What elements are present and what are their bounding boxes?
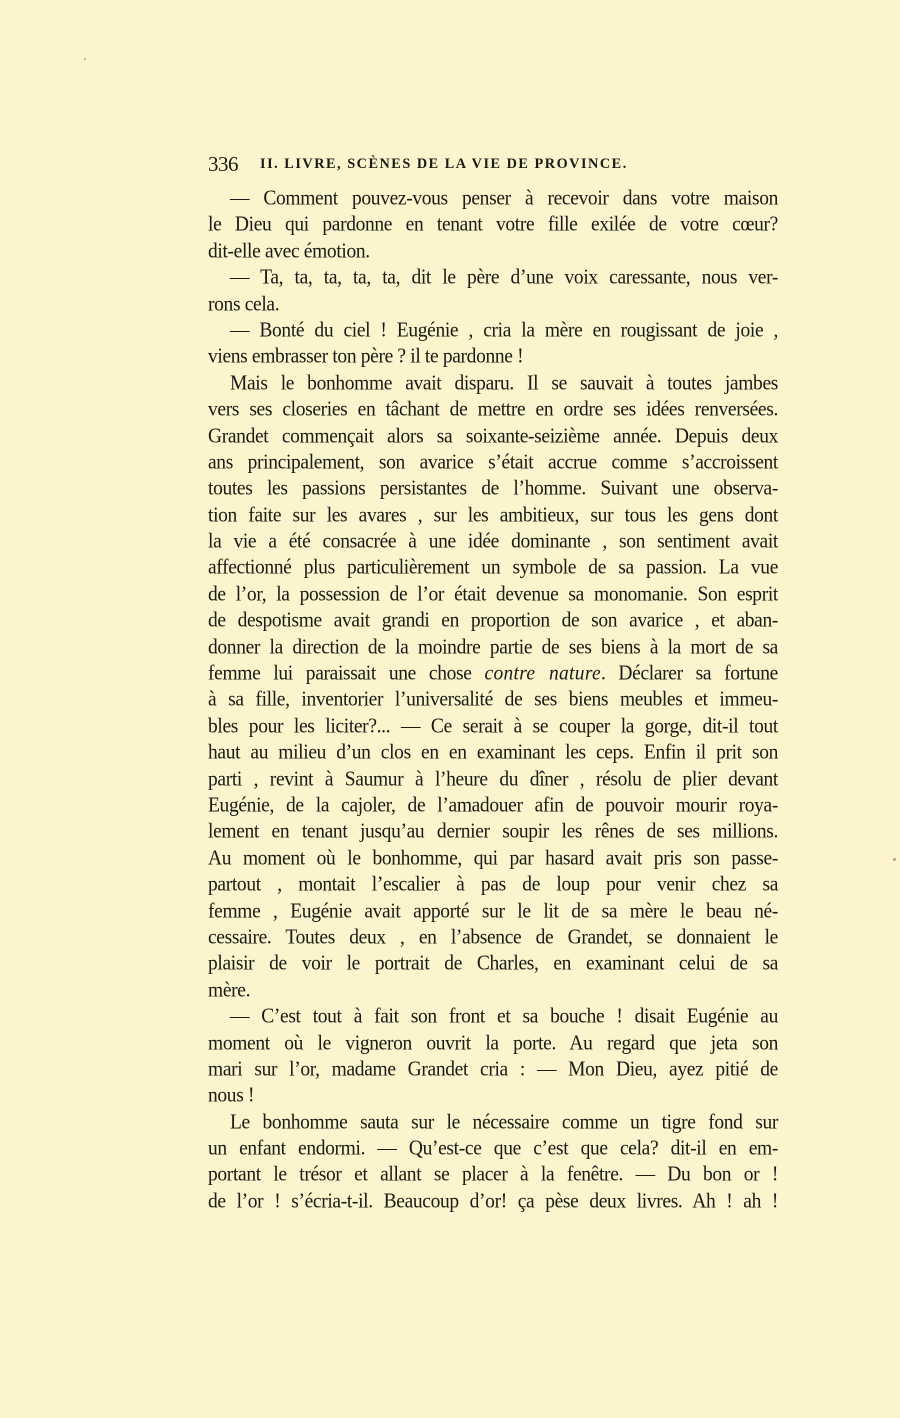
- text-line: [208, 871, 778, 900]
- text-line: [208, 370, 778, 399]
- text-line: [208, 924, 778, 953]
- text-line: [208, 1135, 778, 1164]
- line-text: de l’or ! s’écria-t-il. Beaucoup d’or! ça pèse deux livres. Ah ! ah !: [208, 1189, 778, 1213]
- line-text: — Bonté du ciel ! Eugénie , cria la mère en rougissant de joie ,: [230, 319, 778, 342]
- line-text: tion faite sur les avares , sur les ambitieux, sur tous les gens dont: [208, 503, 778, 527]
- line-text: . Déclarer sa fortune: [600, 662, 778, 685]
- text-line: [208, 818, 778, 847]
- paper-speck: [84, 58, 86, 60]
- line-text: — C’est tout à fait son front et sa bouche ! disait Eugénie au: [230, 1005, 778, 1028]
- line-text: — Ta, ta, ta, ta, ta, dit le père d’une voix caressante, nous ver-: [230, 266, 778, 289]
- line-text: haut au milieu d’un clos en en examinant les ceps. Enfin il prit son: [208, 741, 778, 764]
- line-text: Grandet commençait alors sa soixante-seizième année. Depuis deux: [208, 424, 778, 448]
- text-line: [208, 528, 778, 557]
- line-text: plaisir de voir le portrait de Charles, en examinant celui de sa: [208, 952, 778, 976]
- line-text: moment où le vigneron ouvrit la porte. Au regard que jeta son: [208, 1031, 778, 1055]
- text-line: [208, 422, 778, 451]
- text-line: [208, 845, 778, 874]
- line-text: vers ses closeries en tâchant de mettre en ordre ses idées renversées.: [208, 398, 778, 421]
- text-line: [208, 185, 778, 214]
- line-text: femme , Eugénie avait apporté sur le lit de sa mère le beau né-: [208, 899, 778, 923]
- line-text: parti , revint à Saumur à l’heure du dîner , résolu de plier devant: [208, 767, 778, 791]
- text-line: [208, 1003, 778, 1032]
- text-line: [208, 554, 778, 583]
- line-text: Eugénie, de la cajoler, de l’amadouer afin de pouvoir mourir roya-: [208, 794, 778, 817]
- line-text: un enfant endormi. — Qu’est-ce que c’est que cela? dit-il en em-: [208, 1137, 778, 1160]
- running-head: II. LIVRE, SCÈNES DE LA VIE DE PROVINCE.: [260, 156, 628, 172]
- line-text: rons cela.: [208, 292, 280, 316]
- line-text: viens embrasser ton père ? il te pardonne !: [208, 345, 524, 369]
- text-line: [208, 792, 778, 821]
- text-line: [208, 1161, 778, 1190]
- line-text: le Dieu qui pardonne en tenant votre fille exilée de votre cœur?: [208, 213, 778, 237]
- line-text: la vie a été consacrée à une idée dominante , son sentiment avait: [208, 530, 778, 553]
- line-text: Le bonhomme sauta sur le nécessaire comme un tigre fond sur: [230, 1110, 778, 1134]
- line-text: nous !: [208, 1084, 255, 1108]
- line-text: Mais le bonhomme avait disparu. Il se sauvait à toutes jambes: [230, 371, 778, 395]
- line-text: de despotisme avait grandi en proportion de son avarice , et aban-: [208, 609, 778, 633]
- line-text: donner la direction de la moindre partie de ses biens à la mort de sa: [208, 635, 778, 659]
- text-line: [208, 343, 778, 372]
- line-text: partout , montait l’escalier à pas de loup pour venir chez sa: [208, 873, 778, 896]
- text-line: [208, 660, 778, 689]
- text-line: [208, 766, 778, 795]
- line-text: femme lui paraissait une chose: [208, 662, 485, 685]
- text-line: [208, 1029, 778, 1058]
- line-text: de l’or, la possession de l’or était devenue sa monomanie. Son esprit: [208, 582, 778, 606]
- text-line: [208, 1082, 778, 1111]
- line-text: affectionné plus particulièrement un symbole de sa passion. La vue: [208, 556, 778, 580]
- text-line: [208, 396, 778, 425]
- paper-speck: [893, 858, 896, 861]
- page-header: [208, 152, 778, 176]
- text-line: [208, 291, 778, 320]
- text-line: [208, 211, 778, 240]
- text-line: [208, 739, 778, 768]
- line-text: dit-elle avec émotion.: [208, 239, 370, 263]
- line-text: ans principalement, son avarice s’était accrue comme s’accroissent: [208, 451, 778, 474]
- line-text: à sa fille, inventorier l’universalité de ses biens meubles et immeu-: [208, 688, 778, 712]
- text-line: [208, 264, 778, 293]
- line-text: mère.: [208, 978, 251, 1002]
- text-line: [208, 1188, 778, 1217]
- text-line: [208, 1109, 778, 1138]
- text-line: [208, 449, 778, 478]
- line-text: — Comment pouvez-vous penser à recevoir dans votre maison: [230, 187, 778, 210]
- text-line: [208, 238, 778, 267]
- text-line: [208, 475, 778, 504]
- italic-phrase: contre nature: [484, 662, 601, 685]
- text-line: [208, 897, 778, 926]
- text-line: [208, 1056, 778, 1085]
- text-line: [208, 634, 778, 663]
- text-line: [208, 686, 778, 715]
- page-number: 336: [208, 152, 238, 176]
- text-line: [208, 581, 778, 610]
- text-line: [208, 607, 778, 636]
- text-line: [208, 317, 778, 346]
- line-text: Au moment où le bonhomme, qui par hasard avait pris son passe-: [208, 846, 778, 870]
- line-text: lement en tenant jusqu’au dernier soupir les rênes de ses millions.: [208, 820, 778, 844]
- line-text: portant le trésor et allant se placer à la fenêtre. — Du bon or !: [208, 1163, 778, 1187]
- text-line: [208, 977, 778, 1006]
- line-text: mari sur l’or, madame Grandet cria : — Mon Dieu, ayez pitié de: [208, 1057, 778, 1081]
- line-text: toutes les passions persistantes de l’homme. Suivant une observa-: [208, 477, 778, 501]
- body-text: [208, 186, 778, 1215]
- text-line: [208, 502, 778, 531]
- line-text: bles pour les liciter?... — Ce serait à se couper la gorge, dit-il tout: [208, 714, 778, 738]
- text-line: [208, 950, 778, 979]
- text-line: [208, 713, 778, 742]
- line-text: cessaire. Toutes deux , en l’absence de Grandet, se donnaient le: [208, 926, 778, 949]
